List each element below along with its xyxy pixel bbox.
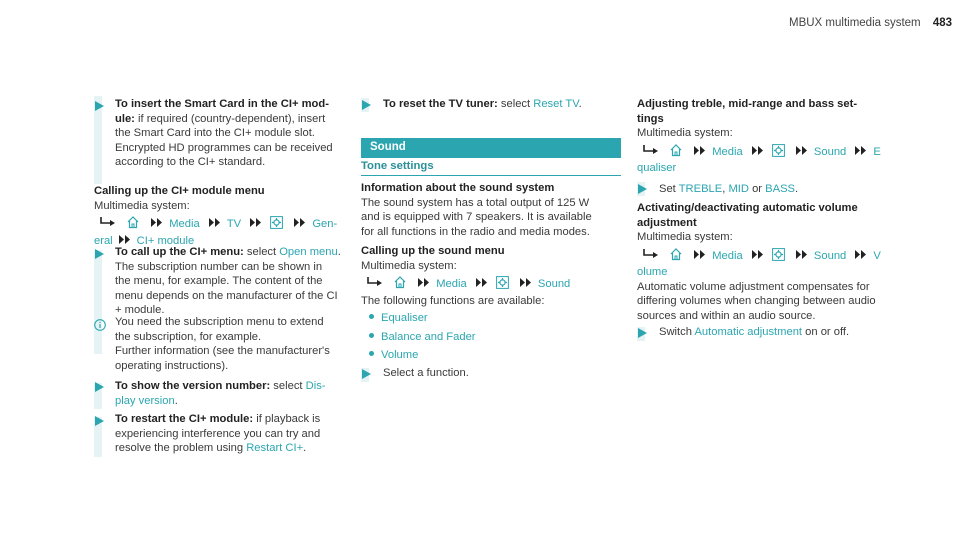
- double-chevron-icon: [855, 146, 867, 155]
- heading-underline: [361, 175, 621, 176]
- step-restart-ci: To restart the CI+ module: if playback is experiencing interference you can try and resolve the problem using Restart CI+.: [115, 413, 321, 454]
- double-chevron-icon: [855, 250, 867, 259]
- list-item: Volume: [369, 348, 592, 363]
- double-chevron-icon: [796, 146, 808, 155]
- menu-path: Media Sound E: [637, 143, 881, 160]
- equaliser-menu-item: qualiser: [637, 162, 677, 174]
- step-arrow-icon: [638, 328, 648, 338]
- treble-section: Adjusting treble, mid-range and bass set- tings Multimedia system: Media Sound E qualiser: [637, 98, 881, 174]
- menu-path: Media Sound: [361, 275, 592, 292]
- home-icon: [393, 275, 407, 289]
- reset-tv-link: Reset TV: [533, 98, 579, 110]
- mid-option: MID: [728, 183, 749, 195]
- double-chevron-icon: [752, 250, 764, 259]
- double-chevron-icon: [694, 146, 706, 155]
- double-chevron-icon: [520, 278, 532, 287]
- sound-info-section: Information about the sound system The sound system has a total output of 125 W and is equipped with 7 speakers. It is available for all functions in the radio and media modes. Calling up the sound menu Multimedia system: Media Sound The following functions are available: Equaliser Balance and Fader Volume: [361, 182, 592, 361]
- bullet-icon: [369, 333, 374, 338]
- step-bar: [94, 250, 102, 354]
- double-chevron-icon: [796, 250, 808, 259]
- home-icon: [669, 247, 683, 261]
- info-icon: [94, 318, 106, 336]
- step-arrow-icon: [362, 369, 372, 379]
- step-show-version: To show the version number: select Dis- play version.: [115, 380, 326, 407]
- double-chevron-icon: [752, 146, 764, 155]
- volume-menu-item: olume: [637, 266, 668, 278]
- step-arrow-icon: [95, 416, 105, 426]
- ci-module-menu-item: CI+ module: [136, 234, 195, 247]
- home-icon: [669, 143, 683, 157]
- bullet-icon: [369, 351, 374, 356]
- step-call-ci-menu: To call up the CI+ menu: select Open menu. The subscription number can be shown in the menu, for example. The content of the menu depends on the manufacturer of the CI + module.: [115, 246, 341, 316]
- ci-menu-section: Calling up the CI+ module menu Multimedia system: Media TV Gen- eral CI+ module: [94, 185, 338, 247]
- function-list: [361, 311, 592, 363]
- double-chevron-icon: [476, 278, 488, 287]
- settings-icon: [496, 276, 509, 289]
- automatic-adjustment-link: Automatic adjustment: [694, 326, 803, 338]
- page-number: 483: [932, 17, 953, 29]
- step-arrow-icon: [95, 382, 105, 392]
- menu-path: Media TV Gen-: [94, 215, 337, 232]
- settings-icon: [270, 216, 283, 229]
- display-version-link: play version: [115, 394, 175, 407]
- double-chevron-icon: [250, 218, 262, 227]
- step-arrow-icon: [95, 249, 105, 259]
- settings-icon: [772, 248, 785, 261]
- step-insert-smart-card: To insert the Smart Card in the CI+ mod- ule: if required (country-dependent), insert the Smart Card into the CI+ module slot. Encrypted HD programmes can be received according to the CI+ standard.: [115, 98, 333, 168]
- double-chevron-icon: [694, 250, 706, 259]
- running-header: [789, 16, 952, 31]
- step-select-function: Select a function.: [383, 367, 469, 379]
- step-arrow-icon: [95, 101, 105, 111]
- path-arrow-icon: [643, 145, 658, 156]
- step-arrow-icon: [638, 184, 648, 194]
- double-chevron-icon: [151, 218, 163, 227]
- step-reset-tv: To reset the TV tuner: select Reset TV.: [383, 98, 582, 110]
- step-switch-auto-adjust: Switch Automatic adjustment on or off.: [659, 326, 850, 338]
- list-item: Balance and Fader: [369, 330, 592, 345]
- step-arrow-icon: [362, 100, 372, 110]
- bass-option: BASS: [765, 183, 795, 195]
- double-chevron-icon: [294, 218, 306, 227]
- bullet-icon: [369, 314, 374, 319]
- restart-ci-link: Restart CI+: [246, 442, 304, 454]
- double-chevron-icon: [418, 278, 430, 287]
- sound-section-title: Sound: [370, 141, 406, 153]
- note-subscription: You need the subscription menu to extend the subscription, for example. Further information (see the manufacturer's operating instructions).: [115, 316, 330, 372]
- path-arrow-icon: [100, 217, 115, 228]
- double-chevron-icon: [209, 218, 221, 227]
- settings-icon: [772, 144, 785, 157]
- path-arrow-icon: [367, 277, 382, 288]
- open-menu-link: Open menu: [279, 246, 338, 258]
- double-chevron-icon: [119, 235, 131, 244]
- home-icon: [126, 215, 140, 229]
- list-item: Equaliser: [369, 311, 592, 326]
- sound-section-bar: [361, 138, 621, 158]
- section-title: MBUX multimedia system: [789, 17, 921, 29]
- path-arrow-icon: [643, 249, 658, 260]
- menu-path: Media Sound V: [637, 247, 881, 264]
- treble-option: TREBLE: [678, 183, 723, 195]
- ci-menu-heading: Calling up the CI+ module menu: [94, 185, 265, 197]
- step-set-treble-mid-bass: Set TREBLE, MID or BASS.: [659, 183, 799, 195]
- auto-volume-section: Activating/deactivating automatic volume adjustment Multimedia system: Media Sound V olume Automatic volume adjustment compensates for differing volumes when changing between audio sources and within an audio source.: [637, 202, 881, 322]
- tone-settings-heading: Tone settings: [361, 160, 434, 172]
